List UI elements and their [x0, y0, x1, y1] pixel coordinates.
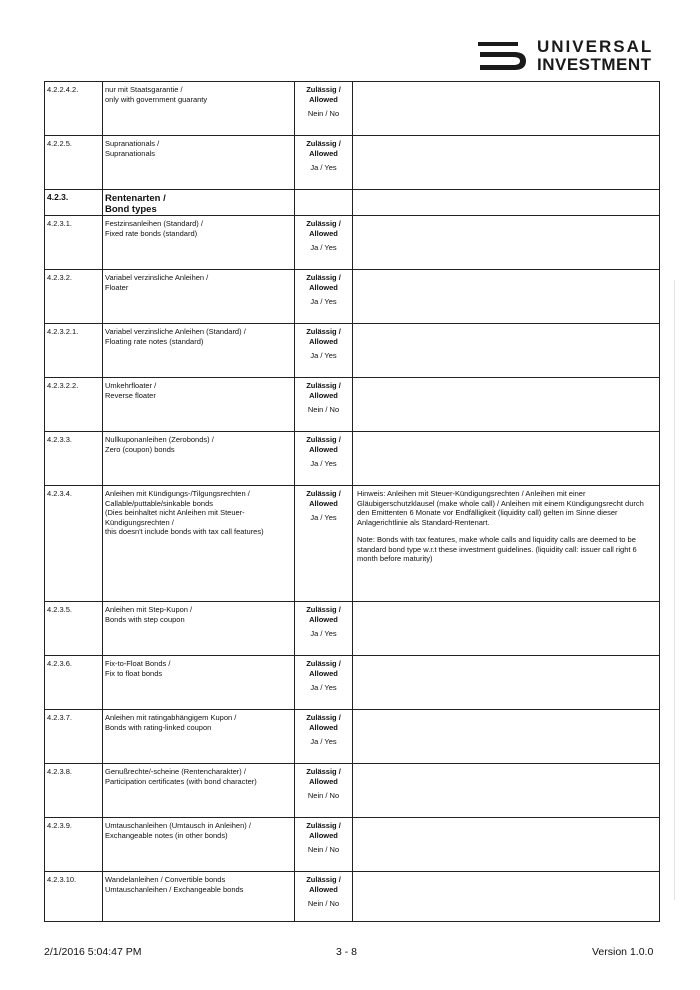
row-description-cell [103, 378, 295, 432]
description-line: Kündigungsrechten / [105, 517, 174, 527]
section-title-line: Rentenarten / [105, 193, 166, 204]
universal-investment-logo [478, 38, 658, 78]
row-number-cell [45, 136, 103, 190]
allowed-label: Zulässig / [306, 435, 341, 444]
permission-answer: Ja / Yes [310, 459, 337, 468]
section-title-line: Bond types [105, 204, 157, 215]
permission-cell [295, 602, 353, 656]
logo-text-universal: UNIVERSAL [537, 37, 654, 56]
permission-answer: Ja / Yes [310, 243, 337, 252]
allowed-label: Allowed [309, 390, 338, 400]
permission-answer: Nein / No [307, 405, 340, 414]
table-row [45, 432, 660, 486]
footer-version: Version 1.0.0 [592, 946, 654, 958]
description-line: Umtauschanleihen / Exchangeable bonds [105, 884, 244, 894]
row-description-cell [103, 190, 295, 216]
description-line: Variabel verzinsliche Anleihen / [105, 273, 209, 282]
description-line: Zero (coupon) bonds [105, 444, 175, 454]
footer-datetime: 2/1/2016 5:04:47 PM [44, 946, 142, 958]
note-cell [353, 216, 660, 270]
note-cell [353, 818, 660, 872]
allowed-label: Zulässig / [306, 605, 341, 614]
description-line: Floating rate notes (standard) [105, 336, 204, 346]
table-row [45, 710, 660, 764]
row-description-cell [103, 602, 295, 656]
row-number-cell [45, 190, 103, 216]
row-description-cell [103, 82, 295, 136]
note-cell [353, 82, 660, 136]
row-description-cell [103, 216, 295, 270]
description-line: only with government guaranty [105, 94, 208, 104]
row-description-cell [103, 656, 295, 710]
description-line: Supranationals [105, 148, 156, 158]
allowed-label: Zulässig / [306, 85, 341, 94]
allowed-label: Zulässig / [306, 489, 341, 498]
row-number-cell [45, 602, 103, 656]
permission-cell [295, 190, 353, 216]
permission-cell [295, 270, 353, 324]
allowed-label: Allowed [309, 668, 338, 678]
description-line: Anleihen mit ratingabhängigem Kupon / [105, 713, 237, 722]
permission-cell [295, 216, 353, 270]
row-number: 4.2.3.7. [47, 713, 73, 722]
description-line: (Dies beinhaltet nicht Anleihen mit Steuer- [105, 508, 245, 517]
permission-answer: Ja / Yes [310, 737, 337, 746]
permission-cell [295, 656, 353, 710]
row-number-cell [45, 432, 103, 486]
row-number-cell [45, 378, 103, 432]
description-line: Fixed rate bonds (standard) [105, 228, 198, 238]
note-cell [353, 710, 660, 764]
table-row [45, 378, 660, 432]
permission-cell [295, 818, 353, 872]
permission-cell [295, 136, 353, 190]
row-number: 4.2.3.5. [47, 605, 73, 614]
table-row [45, 602, 660, 656]
row-description-cell [103, 710, 295, 764]
row-description-cell [103, 324, 295, 378]
guidelines-table [44, 81, 660, 922]
row-number: 4.2.3.1. [47, 219, 73, 228]
permission-cell [295, 486, 353, 602]
description-line: Supranationals / [105, 139, 160, 148]
description-line: Anleihen mit Kündigungs-/Tilgungsrechten / [105, 489, 250, 498]
table-row [45, 82, 660, 136]
permission-answer: Ja / Yes [310, 683, 337, 692]
description-line: Wandelanleihen / Convertible bonds [105, 875, 226, 884]
note-cell [353, 324, 660, 378]
description-line: Umtauschanleihen (Umtausch in Anleihen) / [105, 821, 251, 830]
logo-mark-icon [478, 42, 530, 72]
table-row [45, 270, 660, 324]
allowed-label: Zulässig / [306, 219, 341, 228]
description-line: Exchangeable notes (in other bonds) [105, 830, 228, 840]
footer-page-number: 3 - 8 [336, 946, 358, 958]
table-row [45, 486, 660, 602]
note-cell [353, 656, 660, 710]
note-cell [353, 764, 660, 818]
permission-answer: Nein / No [307, 899, 340, 908]
description-line: Bonds with step coupon [105, 614, 185, 624]
permission-cell [295, 764, 353, 818]
table-row [45, 872, 660, 922]
description-line: Callable/puttable/sinkable bonds [105, 498, 213, 508]
description-line: Umkehrfloater / [105, 381, 157, 390]
description-line: nur mit Staatsgarantie / [105, 85, 183, 94]
permission-answer: Ja / Yes [310, 629, 337, 638]
description-line: Bonds with rating-linked coupon [105, 722, 212, 732]
note-cell [353, 136, 660, 190]
row-description-cell [103, 764, 295, 818]
allowed-label: Allowed [309, 148, 338, 158]
allowed-label: Zulässig / [306, 875, 341, 884]
row-number: 4.2.3.3. [47, 435, 73, 444]
row-description-cell [103, 818, 295, 872]
permission-answer: Ja / Yes [310, 513, 337, 522]
row-number-cell [45, 324, 103, 378]
note-cell [353, 486, 660, 602]
row-description-cell [103, 432, 295, 486]
allowed-label: Allowed [309, 722, 338, 732]
permission-answer: Nein / No [307, 109, 340, 118]
note-cell [353, 378, 660, 432]
row-number: 4.2.3. [47, 192, 69, 202]
allowed-label: Allowed [309, 282, 338, 292]
row-number-cell [45, 710, 103, 764]
allowed-label: Allowed [309, 94, 338, 104]
allowed-label: Zulässig / [306, 713, 341, 722]
allowed-label: Zulässig / [306, 139, 341, 148]
permission-cell [295, 432, 353, 486]
table-row [45, 656, 660, 710]
note-cell [353, 190, 660, 216]
logo-text-investment: INVESTMENT [537, 55, 652, 74]
allowed-label: Allowed [309, 614, 338, 624]
row-number-cell [45, 216, 103, 270]
row-number: 4.2.3.6. [47, 659, 73, 668]
permission-answer: Nein / No [307, 845, 340, 854]
description-line: Participation certificates (with bond character) [105, 776, 257, 786]
row-number: 4.2.3.2.1. [47, 327, 79, 336]
row-number: 4.2.3.10. [47, 875, 77, 884]
row-number-cell [45, 486, 103, 602]
allowed-label: Allowed [309, 776, 338, 786]
row-number-cell [45, 872, 103, 922]
table-row [45, 216, 660, 270]
permission-cell [295, 872, 353, 922]
row-description-cell [103, 136, 295, 190]
row-number: 4.2.2.5. [47, 139, 73, 148]
permission-answer: Ja / Yes [310, 297, 337, 306]
row-number-cell [45, 764, 103, 818]
description-line: Reverse floater [105, 390, 156, 400]
allowed-label: Zulässig / [306, 327, 341, 336]
description-line: Fix-to-Float Bonds / [105, 659, 171, 668]
description-line: Genußrechte/-scheine (Rentencharakter) / [105, 767, 246, 776]
row-number: 4.2.3.4. [47, 489, 73, 498]
description-line: Festzinsanleihen (Standard) / [105, 219, 203, 228]
permission-cell [295, 82, 353, 136]
row-number: 4.2.3.9. [47, 821, 73, 830]
allowed-label: Zulässig / [306, 381, 341, 390]
table-row [45, 818, 660, 872]
scan-edge-line [674, 280, 675, 900]
row-number-cell [45, 270, 103, 324]
permission-cell [295, 324, 353, 378]
note-paragraph: Hinweis: Anleihen mit Steuer-Kündigungsrechten / Anleihen mit einer Gläubigerschutzklausel (make whole call) / Anleihen mit einem Kündigungsrecht durch den Emittenten 6 Monate vor Endfälligkeit (liquidity call) gelten im Sinne dieser Anlagerichtlinie als Standard-Rentenart. [357, 489, 644, 527]
description-line: Fix to float bonds [105, 668, 163, 678]
permission-answer: Ja / Yes [310, 351, 337, 360]
permission-answer: Nein / No [307, 791, 340, 800]
row-description-cell [103, 486, 295, 602]
note-cell [353, 602, 660, 656]
row-number: 4.2.3.2. [47, 273, 73, 282]
row-number-cell [45, 818, 103, 872]
description-line: Nullkuponanleihen (Zerobonds) / [105, 435, 214, 444]
row-description-cell [103, 270, 295, 324]
allowed-label: Zulässig / [306, 273, 341, 282]
table-row [45, 764, 660, 818]
description-line: Variabel verzinsliche Anleihen (Standard) / [105, 327, 246, 336]
allowed-label: Allowed [309, 498, 338, 508]
permission-cell [295, 710, 353, 764]
description-line: Floater [105, 282, 129, 292]
section-header-row [45, 190, 660, 216]
allowed-label: Allowed [309, 830, 338, 840]
permission-cell [295, 378, 353, 432]
row-number-cell [45, 82, 103, 136]
row-number: 4.2.3.8. [47, 767, 73, 776]
note-cell [353, 432, 660, 486]
allowed-label: Zulässig / [306, 767, 341, 776]
allowed-label: Allowed [309, 336, 338, 346]
note-cell [353, 872, 660, 922]
allowed-label: Allowed [309, 228, 338, 238]
allowed-label: Allowed [309, 444, 338, 454]
note-paragraph: Note: Bonds with tax features, make whole calls and liquidity calls are deemed to be standard bond type w.r.t these investment guidelines. (liquidity call: issuer call right 6 month before maturity) [357, 535, 637, 563]
description-line: this doesn't include bonds with tax call features) [105, 527, 264, 536]
row-number-cell [45, 656, 103, 710]
description-line: Anleihen mit Step-Kupon / [105, 605, 193, 614]
allowed-label: Allowed [309, 884, 338, 894]
row-number: 4.2.3.2.2. [47, 381, 79, 390]
table-row [45, 324, 660, 378]
row-description-cell [103, 872, 295, 922]
table-row [45, 136, 660, 190]
row-number: 4.2.2.4.2. [47, 85, 79, 94]
note-cell [353, 270, 660, 324]
allowed-label: Zulässig / [306, 659, 341, 668]
allowed-label: Zulässig / [306, 821, 341, 830]
permission-answer: Ja / Yes [310, 163, 337, 172]
